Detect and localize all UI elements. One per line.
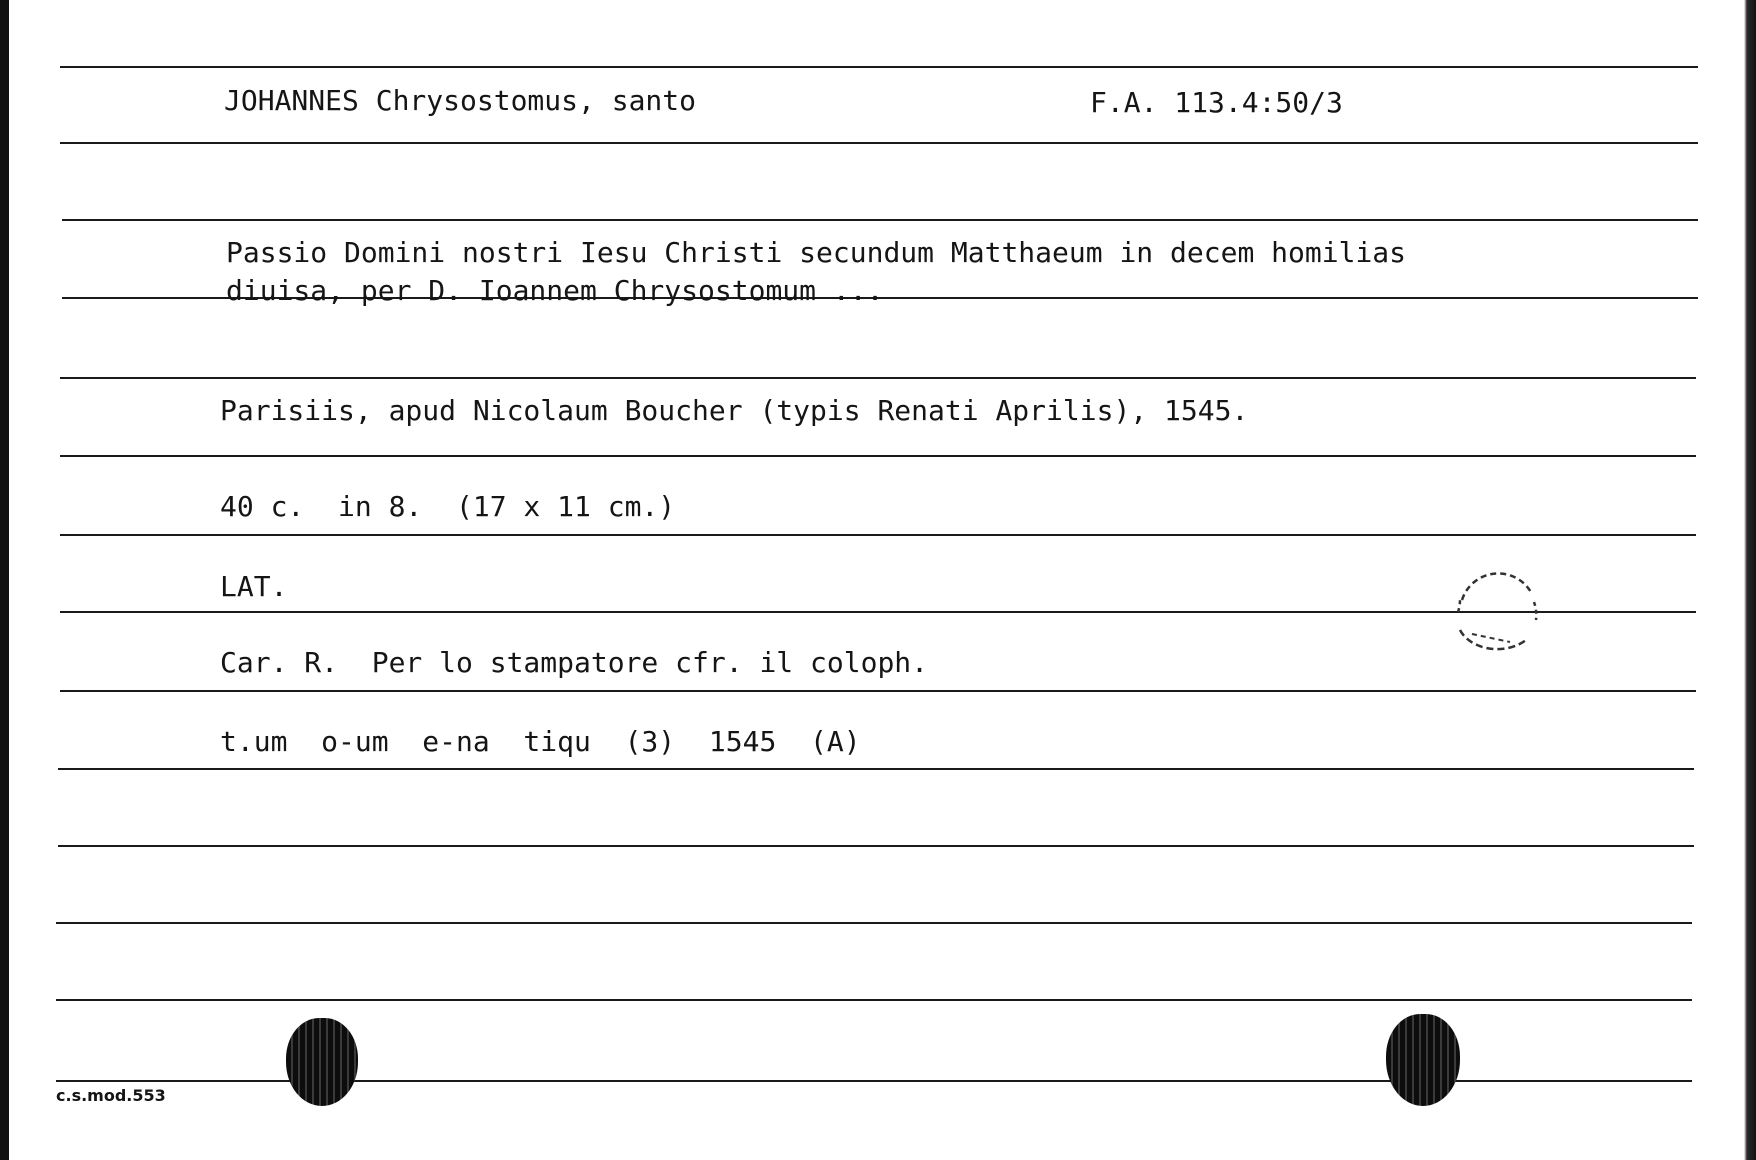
- shelfmark: F.A. 113.4:50/3: [1090, 86, 1343, 119]
- rule-line: [60, 534, 1696, 536]
- rule-line: [56, 922, 1692, 924]
- punch-hole-left-icon: [286, 1018, 358, 1106]
- rule-line: [60, 377, 1696, 379]
- author-heading: JOHANNES Chrysostomus, santo: [224, 84, 697, 117]
- language: LAT.: [220, 570, 288, 603]
- rule-line: [60, 142, 1698, 144]
- note: Car. R. Per lo stampatore cfr. il coloph.: [220, 646, 929, 679]
- form-code: c.s.mod.553: [56, 1086, 166, 1105]
- rule-line: [58, 845, 1694, 847]
- rule-line: [60, 66, 1698, 68]
- punch-hole-right-icon: [1386, 1014, 1460, 1106]
- imprint: Parisiis, apud Nicolaum Boucher (typis Renati Aprilis), 1545.: [220, 394, 1249, 427]
- card-right-edge: [1744, 0, 1756, 1160]
- rule-line: [60, 455, 1696, 457]
- title-line-1: Passio Domini nostri Iesu Christi secundum Matthaeum in decem homilias: [226, 236, 1407, 269]
- card-left-edge: [0, 0, 9, 1160]
- title-line-2: diuisa, per D. Ioannem Chrysostomum ...: [226, 274, 884, 307]
- rule-line: [60, 690, 1696, 692]
- rule-line: [62, 219, 1698, 221]
- library-stamp-icon: [1440, 550, 1550, 670]
- rule-line: [58, 768, 1694, 770]
- rule-line: [56, 999, 1692, 1001]
- fingerprint: t.um o-um e-na tiqu (3) 1545 (A): [220, 725, 861, 758]
- physical-description: 40 c. in 8. (17 x 11 cm.): [220, 490, 676, 523]
